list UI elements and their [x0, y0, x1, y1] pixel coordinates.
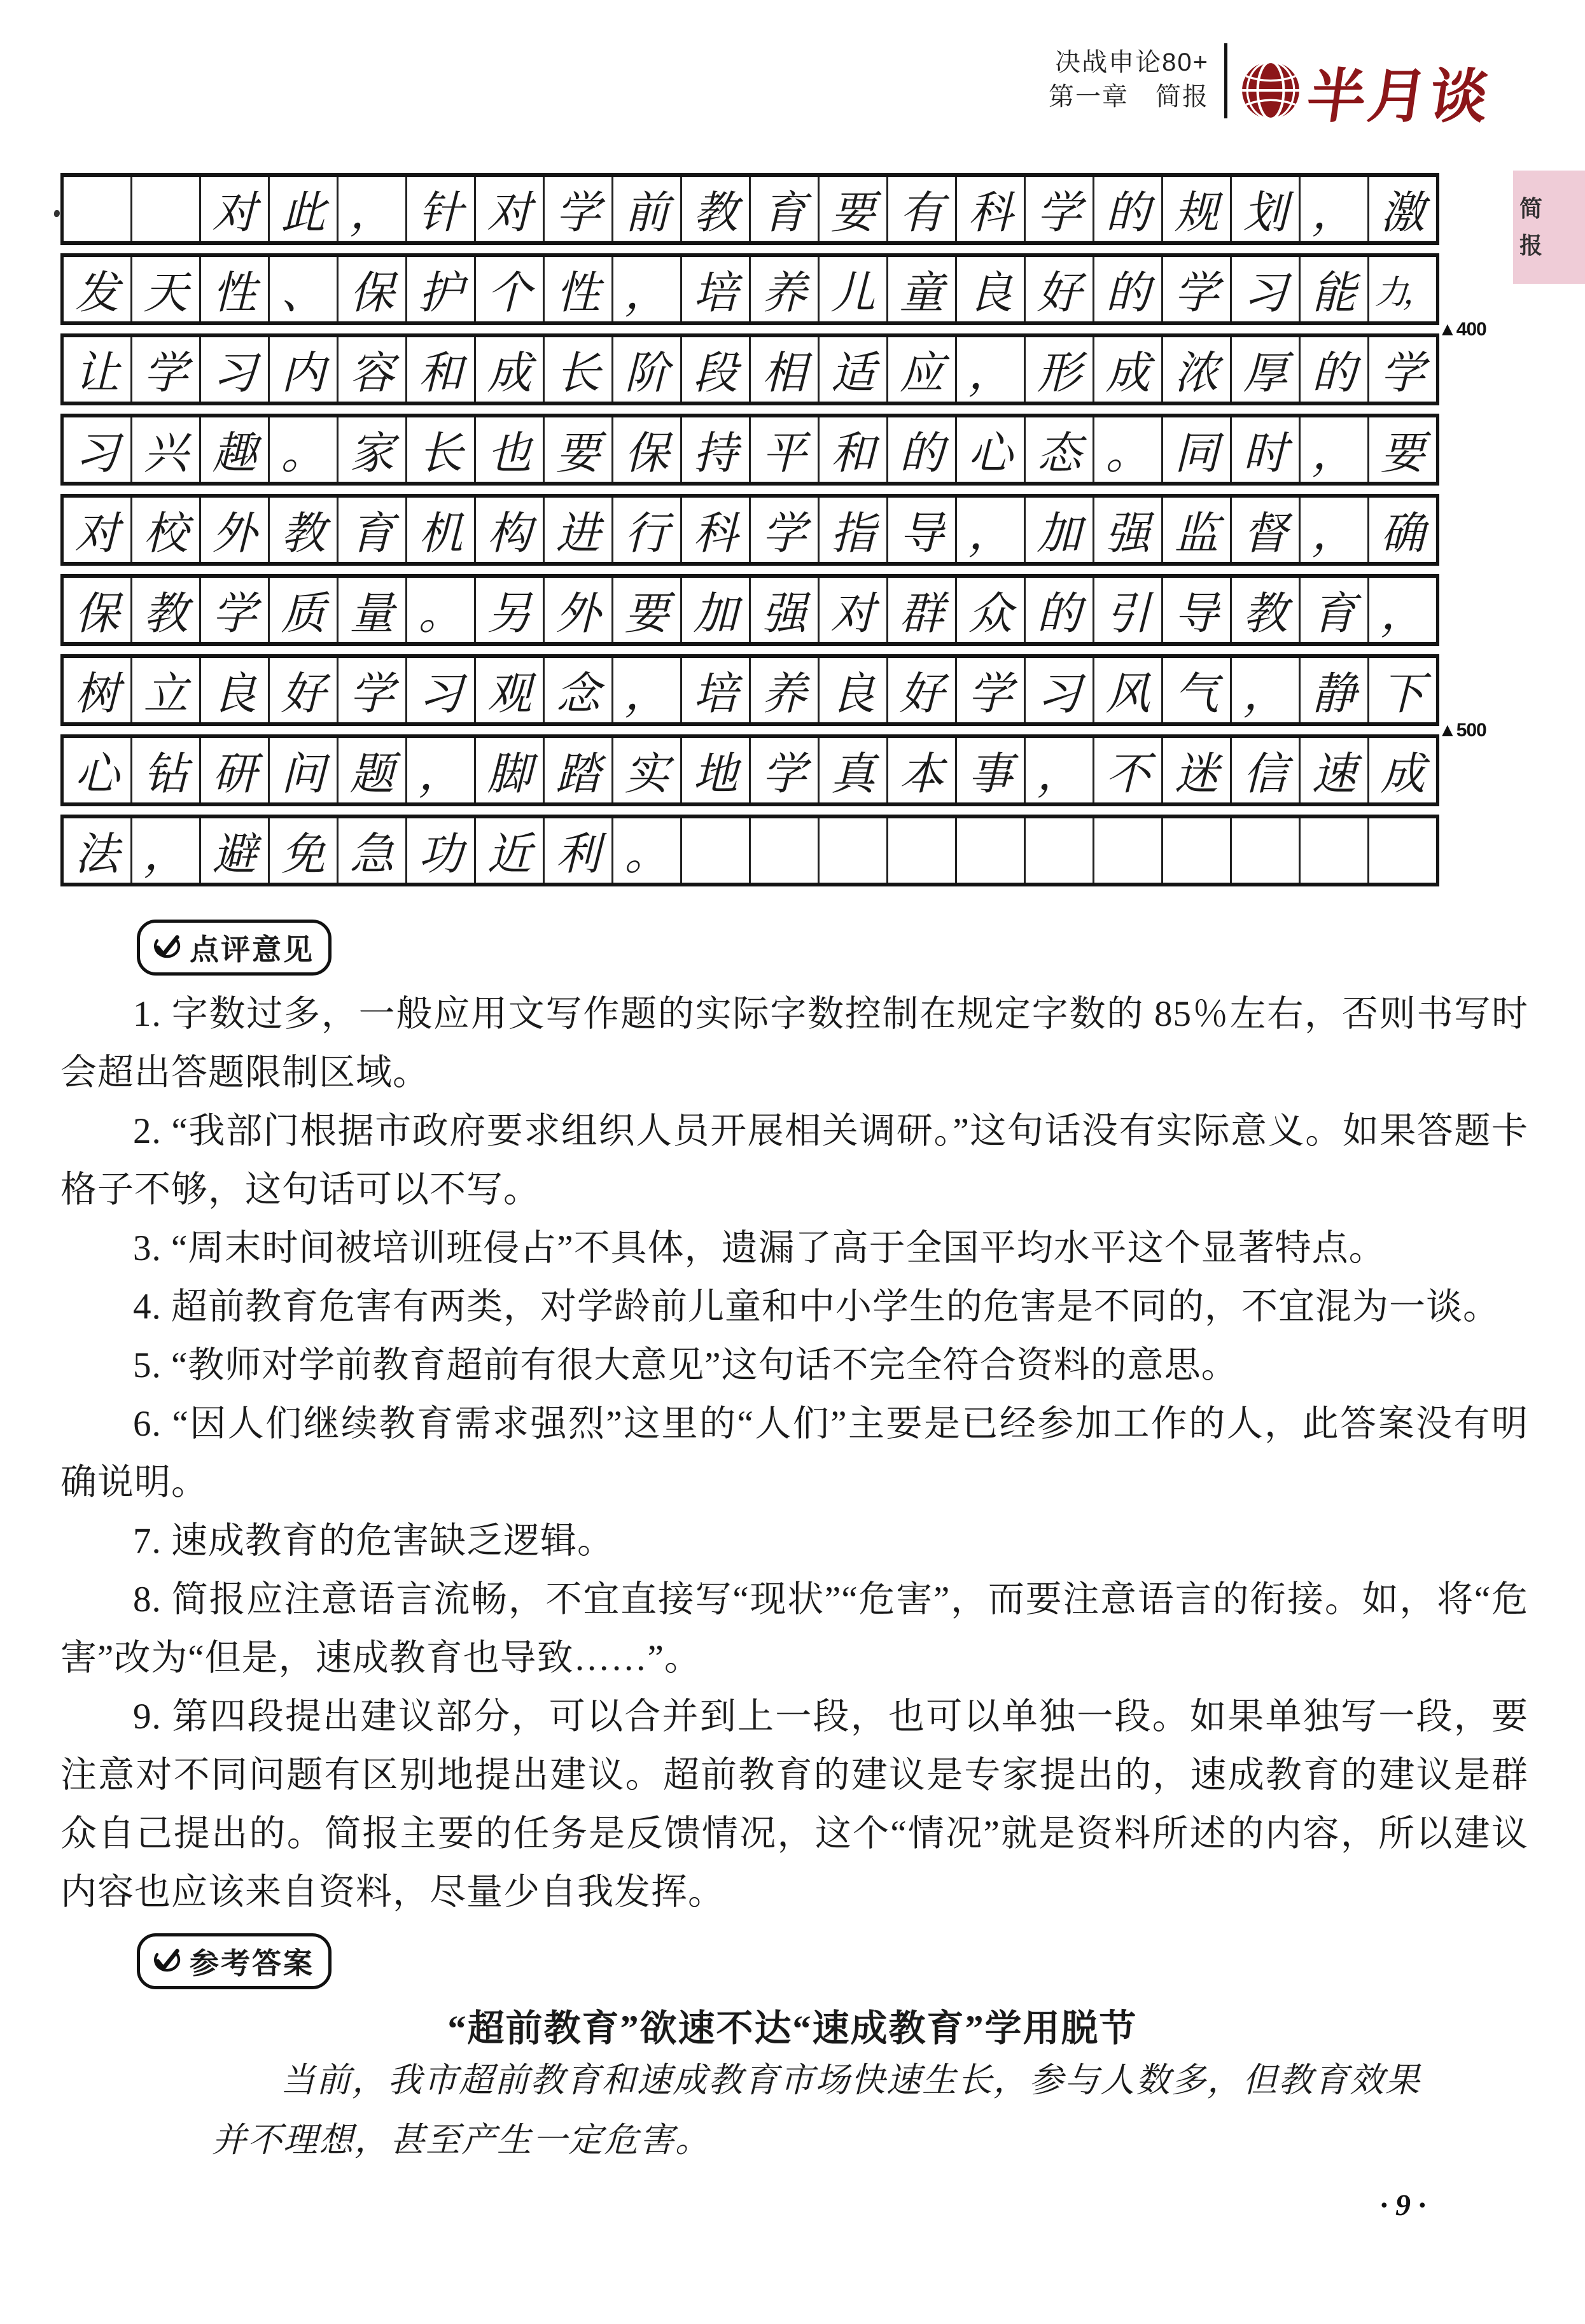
grid-cell: 保	[613, 417, 682, 482]
grid-cell: ，	[132, 818, 201, 883]
grid-cell: 童	[888, 257, 957, 321]
grid-cell: ，	[1232, 658, 1301, 722]
grid-cell: 学	[132, 337, 201, 402]
grid-cell: 不	[1094, 738, 1163, 802]
grid-cell	[132, 177, 201, 241]
grid-cell: ，	[613, 257, 682, 321]
comment-item: 9. 第四段提出建议部分，可以合并到上一段，也可以单独一段。如果单独写一段，要注意对不同问题有区别地提出建议。超前教育的建议是专家提出的，速成教育的建议是群众自己提出的。简报主要的任务是反馈情况，这个“情况”就是资料所述的内容，所以建议内容也应该来自资料，尽量少自我发挥。	[60, 1697, 1528, 1912]
grid-cell: 好	[270, 658, 339, 722]
grid-cell: 学	[1026, 177, 1094, 241]
grid-cell: 成	[1380, 750, 1425, 799]
answer-badge	[137, 1933, 332, 1989]
comment-item: 6. “因人们继续教育需求强烈”这里的“人们”主要是已经参加工作的人，此答案没有明确说明。	[60, 1404, 1528, 1502]
grid-cell	[1163, 818, 1232, 883]
grid-cell: 成	[1094, 337, 1163, 402]
grid-cell: 学	[339, 658, 407, 722]
grid-cell: 的	[1094, 177, 1163, 241]
chapter-title: 第一章 简报	[1049, 83, 1209, 111]
grid-cell: 事	[957, 738, 1026, 802]
grid-cell: 能	[1301, 257, 1369, 321]
grid-cell: ，	[957, 498, 1026, 562]
grid-cell: 研	[201, 738, 270, 802]
grid-cell	[1026, 818, 1094, 883]
grid-cell: 进	[545, 498, 613, 562]
grid-cell: ，	[1301, 177, 1369, 241]
comments-badge	[137, 920, 332, 976]
grid-cell	[1369, 818, 1436, 883]
grid-row	[60, 494, 1439, 566]
grid-cell: 引	[1094, 578, 1163, 642]
grid-cell: 。	[613, 818, 682, 883]
grid-cell: 段	[682, 337, 751, 402]
grid-cell: 性	[545, 257, 613, 321]
grid-cell: 导	[1163, 578, 1232, 642]
grid-cell: 个	[476, 257, 545, 321]
grid-cell: 机	[407, 498, 476, 562]
grid-cell: 信	[1232, 738, 1301, 802]
grid-cell: 学	[751, 738, 820, 802]
grid-cell: 性	[201, 257, 270, 321]
grid-row	[60, 734, 1439, 806]
grid-cell: 群	[888, 578, 957, 642]
comment-item: 2. “我部门根据市政府要求组织人员开展相关调研。”这句话没有实际意义。如果答题卡格子不够，这句话可以不写。	[60, 1111, 1528, 1210]
grid-cell: 学	[1163, 257, 1232, 321]
grid-cell: 加	[682, 578, 751, 642]
side-tab-char: 简	[1519, 195, 1543, 221]
page-number: · 9 ·	[1380, 2188, 1426, 2222]
grid-row	[60, 574, 1439, 646]
grid-cell	[1094, 818, 1163, 883]
grid-cell: 良	[957, 257, 1026, 321]
grid-cell: 观	[476, 658, 545, 722]
header-divider	[1224, 43, 1227, 118]
grid-cell	[1301, 818, 1369, 883]
grid-row	[60, 815, 1439, 886]
grid-cell: 心	[64, 738, 132, 802]
grid-cell: ，	[407, 738, 476, 802]
grid-cell: 趣	[201, 417, 270, 482]
grid-cell: 力，	[1374, 275, 1431, 311]
grid-cell: 的	[888, 417, 957, 482]
grid-cell: 让	[64, 337, 132, 402]
grid-cell: 规	[1163, 177, 1232, 241]
grid-cell: 构	[476, 498, 545, 562]
grid-cell: 要	[613, 578, 682, 642]
grid-cell: 真	[820, 738, 888, 802]
grid-cell: 对	[64, 498, 132, 562]
grid-cell: 避	[201, 818, 270, 883]
grid-cell: 学	[1380, 349, 1425, 398]
grid-cell: 质	[270, 578, 339, 642]
comments-list	[60, 985, 1528, 1922]
grid-cell: 风	[1094, 658, 1163, 722]
grid-cell	[64, 177, 132, 241]
grid-cell: 内	[270, 337, 339, 402]
grid-cell: 导	[888, 498, 957, 562]
grid-cell: 另	[476, 578, 545, 642]
grid-cell: 立	[132, 658, 201, 722]
grid-cell: 本	[888, 738, 957, 802]
grid-cell: 时	[1232, 417, 1301, 482]
grid-cell: 要	[1380, 430, 1425, 479]
grid-cell: 的	[1094, 257, 1163, 321]
grid-cell: ，	[339, 177, 407, 241]
side-tab-char: 报	[1519, 232, 1543, 258]
grid-cell: 对	[476, 177, 545, 241]
grid-cell: 此	[270, 177, 339, 241]
grid-cell: 教	[682, 177, 751, 241]
comment-item: 4. 超前教育危害有两类，对学龄前儿童和中小学生的危害是不同的，不宜混为一谈。	[133, 1287, 1500, 1327]
grid-cell: 学	[201, 578, 270, 642]
grid-cell: 保	[339, 257, 407, 321]
grid-cell	[751, 818, 820, 883]
grid-cell: 免	[270, 818, 339, 883]
grid-cell: 学	[751, 498, 820, 562]
grid-cell: 强	[751, 578, 820, 642]
check-icon	[149, 1945, 182, 1978]
grid-row	[60, 253, 1439, 325]
grid-cell: 习	[1232, 257, 1301, 321]
grid-cell: 应	[888, 337, 957, 402]
grid-cell: 地	[682, 738, 751, 802]
grid-cell: 划	[1232, 177, 1301, 241]
grid-cell: 相	[751, 337, 820, 402]
grid-cell: 态	[1026, 417, 1094, 482]
grid-cell: 习	[1026, 658, 1094, 722]
grid-cell: 习	[407, 658, 476, 722]
grid-cell: 外	[201, 498, 270, 562]
grid-cell: 良	[820, 658, 888, 722]
grid-cell: 行	[613, 498, 682, 562]
grid-cell	[820, 818, 888, 883]
grid-cell: 适	[820, 337, 888, 402]
grid-cell: 要	[545, 417, 613, 482]
word-count-marker: ▲500	[1438, 720, 1486, 741]
grid-cell: 儿	[820, 257, 888, 321]
grid-cell	[888, 818, 957, 883]
grid-cell: 急	[339, 818, 407, 883]
grid-cell: 、	[270, 257, 339, 321]
grid-cell: 有	[888, 177, 957, 241]
grid-row	[60, 414, 1439, 486]
grid-cell: 容	[339, 337, 407, 402]
grid-cell: 好	[888, 658, 957, 722]
grid-cell: 法	[64, 818, 132, 883]
grid-cell: 教	[1232, 578, 1301, 642]
grid-cell: 众	[957, 578, 1026, 642]
grid-cell: 近	[476, 818, 545, 883]
grid-row	[60, 654, 1439, 726]
grid-cell: 厚	[1232, 337, 1301, 402]
comment-item: 5. “教师对学前教育超前有很大意见”这句话不完全符合资料的意思。	[133, 1345, 1238, 1385]
grid-cell: 也	[476, 417, 545, 482]
grid-cell: 和	[407, 337, 476, 402]
page-header	[923, 47, 1209, 112]
grid-cell: 心	[957, 417, 1026, 482]
grid-cell: 速	[1301, 738, 1369, 802]
chapter-side-tab	[1513, 171, 1585, 284]
grid-cell: 静	[1301, 658, 1369, 722]
grid-cell: 前	[613, 177, 682, 241]
grid-cell: 学	[545, 177, 613, 241]
grid-cell: 下	[1380, 670, 1425, 719]
grid-cell: 题	[339, 738, 407, 802]
grid-cell: 功	[407, 818, 476, 883]
grid-cell: 。	[1094, 417, 1163, 482]
grid-cell: 利	[545, 818, 613, 883]
grid-cell: 培	[682, 257, 751, 321]
grid-cell: 养	[751, 658, 820, 722]
grid-cell: 发	[64, 257, 132, 321]
answer-grid	[60, 173, 1486, 895]
grid-cell: 培	[682, 658, 751, 722]
grid-cell: 同	[1163, 417, 1232, 482]
book-title: 决战申论80+	[1055, 48, 1209, 76]
grid-cell: 激	[1380, 189, 1425, 238]
grid-cell: 。	[407, 578, 476, 642]
grid-cell: 天	[132, 257, 201, 321]
grid-cell: 教	[132, 578, 201, 642]
grid-cell: 脚	[476, 738, 545, 802]
grid-cell	[957, 818, 1026, 883]
grid-cell	[682, 818, 751, 883]
grid-cell: ，	[1380, 590, 1425, 639]
grid-cell: 育	[1301, 578, 1369, 642]
grid-cell: 加	[1026, 498, 1094, 562]
comment-item: 3. “周末时间被培训班侵占”不具体，遗漏了高于全国平均水平这个显著特点。	[133, 1228, 1386, 1268]
publisher-logo	[1239, 50, 1496, 134]
grid-cell: 养	[751, 257, 820, 321]
grid-cell: 量	[339, 578, 407, 642]
grid-cell: 护	[407, 257, 476, 321]
grid-cell: 兴	[132, 417, 201, 482]
grid-cell: 。	[270, 417, 339, 482]
grid-cell: 教	[270, 498, 339, 562]
grid-cell: 家	[339, 417, 407, 482]
grid-cell: 育	[751, 177, 820, 241]
stray-ink-mark	[54, 210, 60, 217]
grid-cell: 好	[1026, 257, 1094, 321]
answer-title: “超前教育”欲速不达“速成教育”学用脱节	[447, 2008, 1138, 2049]
grid-cell: 迷	[1163, 738, 1232, 802]
grid-cell: ，	[1301, 417, 1369, 482]
grid-cell	[1232, 818, 1301, 883]
grid-cell: ，	[957, 337, 1026, 402]
comments-badge-label: 点评意见	[190, 933, 314, 966]
grid-cell: 校	[132, 498, 201, 562]
grid-cell: ，	[613, 658, 682, 722]
grid-cell: 确	[1380, 510, 1425, 559]
grid-cell: 强	[1094, 498, 1163, 562]
grid-cell: 树	[64, 658, 132, 722]
grid-cell: 督	[1232, 498, 1301, 562]
grid-cell: 育	[339, 498, 407, 562]
grid-cell: 习	[64, 417, 132, 482]
grid-cell: 实	[613, 738, 682, 802]
grid-cell: ，	[1301, 498, 1369, 562]
comment-item: 1. 字数过多，一般应用文写作题的实际字数控制在规定字数的 85％左右，否则书写时会超出答题限制区域。	[60, 994, 1528, 1093]
grid-cell: 长	[545, 337, 613, 402]
logo-text: 半月谈	[1302, 64, 1496, 129]
grid-cell: 针	[407, 177, 476, 241]
grid-cell: 的	[1026, 578, 1094, 642]
grid-cell: ，	[1026, 738, 1094, 802]
grid-cell: 要	[820, 177, 888, 241]
grid-cell: 指	[820, 498, 888, 562]
grid-cell: 钻	[132, 738, 201, 802]
grid-cell: 对	[820, 578, 888, 642]
comment-item: 7. 速成教育的危害缺乏逻辑。	[133, 1521, 614, 1561]
answer-badge-label: 参考答案	[190, 1947, 314, 1980]
grid-cell: 监	[1163, 498, 1232, 562]
grid-cell: 的	[1301, 337, 1369, 402]
answer-body: 当前，我市超前教育和速成教育市场快速生长，参与人数多，但教育效果并不理想，甚至产生一定危害。	[212, 2061, 1421, 2159]
grid-row	[60, 333, 1439, 405]
grid-cell: 长	[407, 417, 476, 482]
grid-cell: 持	[682, 417, 751, 482]
word-count-marker: ▲400	[1438, 319, 1486, 340]
grid-cell: 科	[957, 177, 1026, 241]
grid-cell: 良	[201, 658, 270, 722]
comment-item: 8. 简报应注意语言流畅，不宜直接写“现状”“危害”，而要注意语言的衔接。如，将“危害”改为“但是，速成教育也导致……”。	[60, 1579, 1528, 1678]
grid-cell: 科	[682, 498, 751, 562]
grid-cell: 平	[751, 417, 820, 482]
globe-icon	[1239, 59, 1302, 125]
grid-cell: 形	[1026, 337, 1094, 402]
grid-row	[60, 173, 1439, 245]
grid-cell: 对	[201, 177, 270, 241]
grid-cell: 念	[545, 658, 613, 722]
grid-cell: 学	[957, 658, 1026, 722]
grid-cell: 外	[545, 578, 613, 642]
grid-cell: 习	[201, 337, 270, 402]
grid-cell: 成	[476, 337, 545, 402]
grid-cell: 问	[270, 738, 339, 802]
grid-cell: 和	[820, 417, 888, 482]
grid-cell: 踏	[545, 738, 613, 802]
grid-cell: 阶	[613, 337, 682, 402]
grid-cell: 气	[1163, 658, 1232, 722]
grid-cell: 保	[64, 578, 132, 642]
check-icon	[149, 931, 182, 964]
grid-cell: 浓	[1163, 337, 1232, 402]
